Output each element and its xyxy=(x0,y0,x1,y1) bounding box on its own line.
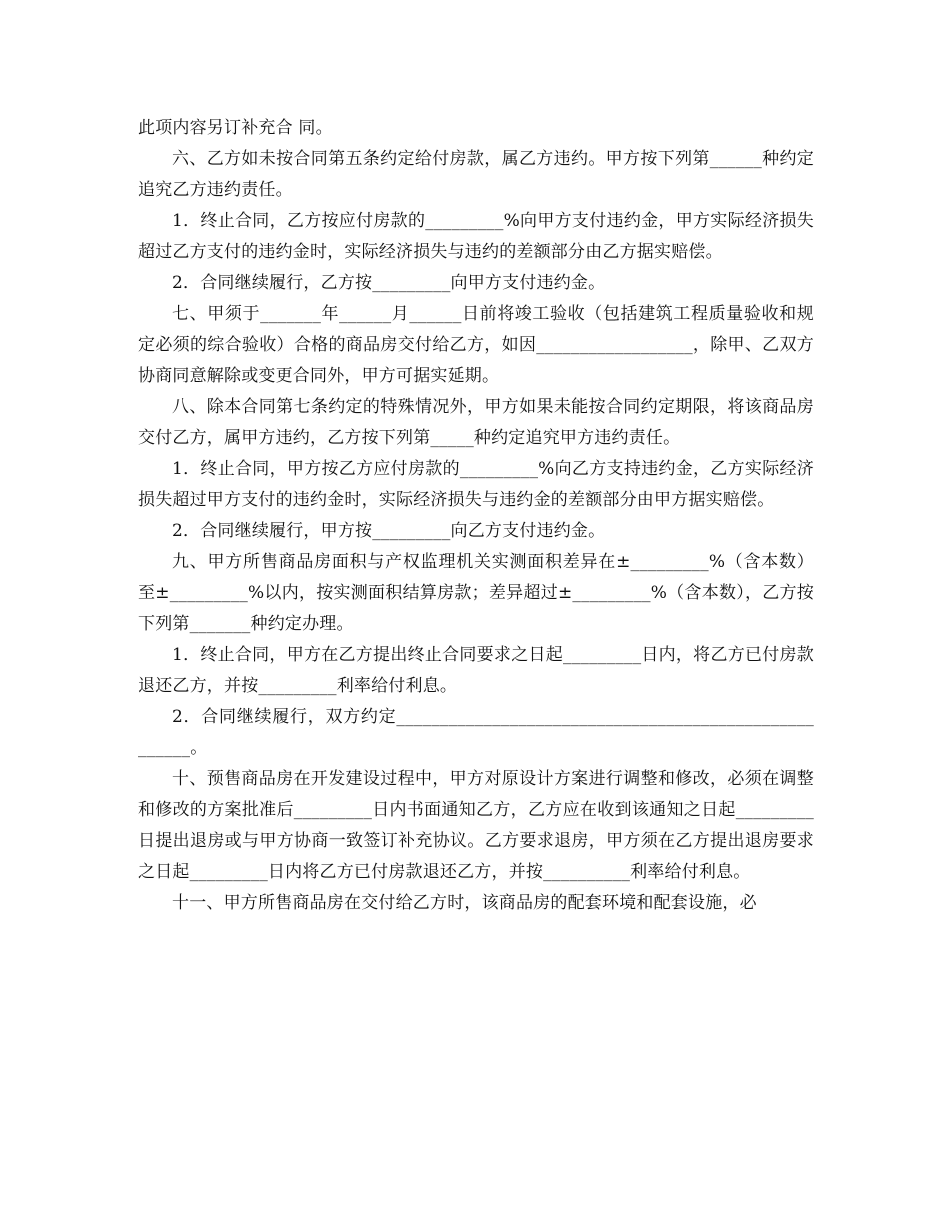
clause-6-item-1: 1．终止合同，乙方按应付房款的_________%向甲方支付违约金，甲方实际经济损失超过乙方支付的违约金时，实际经济损失与违约的差额部分由乙方据实赔偿。 xyxy=(138,211,814,262)
clause-8: 八、除本合同第七条约定的特殊情况外，甲方如果未能按合同约定期限，将该商品房交付乙方，属甲方违约，乙方按下列第_____种约定追究甲方违约责任。 xyxy=(138,397,814,448)
clause-6: 六、乙方如未按合同第五条约定给付房款，属乙方违约。甲方按下列第______种约定追究乙方违约责任。 xyxy=(138,149,814,200)
clause-9-item-2: 2．合同继续履行，双方约定______________________________________________________。 xyxy=(138,707,814,758)
clause-10: 十、预售商品房在开发建设过程中，甲方对原设计方案进行调整和修改，必须在调整和修改的方案批准后_________日内书面通知乙方，乙方应在收到该通知之日起_________日提出退房或与甲方协商一致签订补充协议。乙方要求退房，甲方须在乙方提出退房要求之日起_________日内将乙方已付房款退还乙方，并按__________利率给付利息。 xyxy=(138,769,814,882)
clause-9-item-1: 1．终止合同，甲方在乙方提出终止合同要求之日起_________日内，将乙方已付房款退还乙方，并按_________利率给付利息。 xyxy=(138,645,814,696)
clause-9: 九、甲方所售商品房面积与产权监理机关实测面积差异在±_________%（含本数）至±_________%以内，按实测面积结算房款；差异超过±_________%（含本数），乙方按下列第_______种约定办理。 xyxy=(138,552,814,634)
document-body xyxy=(138,113,814,919)
clause-6-item-2: 2．合同继续履行，乙方按_________向甲方支付违约金。 xyxy=(172,273,606,293)
clause-11: 十一、甲方所售商品房在交付给乙方时，该商品房的配套环境和配套设施，必 xyxy=(172,893,757,913)
paragraph-continuation: 此项内容另订补充合 同。 xyxy=(138,118,333,138)
clause-8-item-1: 1．终止合同，甲方按乙方应付房款的_________%向乙方支持违约金，乙方实际经济损失超过甲方支付的违约金时，实际经济损失与违约金的差额部分由甲方据实赔偿。 xyxy=(138,459,814,510)
clause-8-item-2: 2．合同继续履行，甲方按_________向乙方支付违约金。 xyxy=(172,521,606,541)
clause-7: 七、甲须于_______年______月______日前将竣工验收（包括建筑工程质量验收和规定必须的综合验收）合格的商品房交付给乙方，如因__________________，除甲、乙双方协商同意解除或变更合同外，甲方可据实延期。 xyxy=(138,304,814,386)
